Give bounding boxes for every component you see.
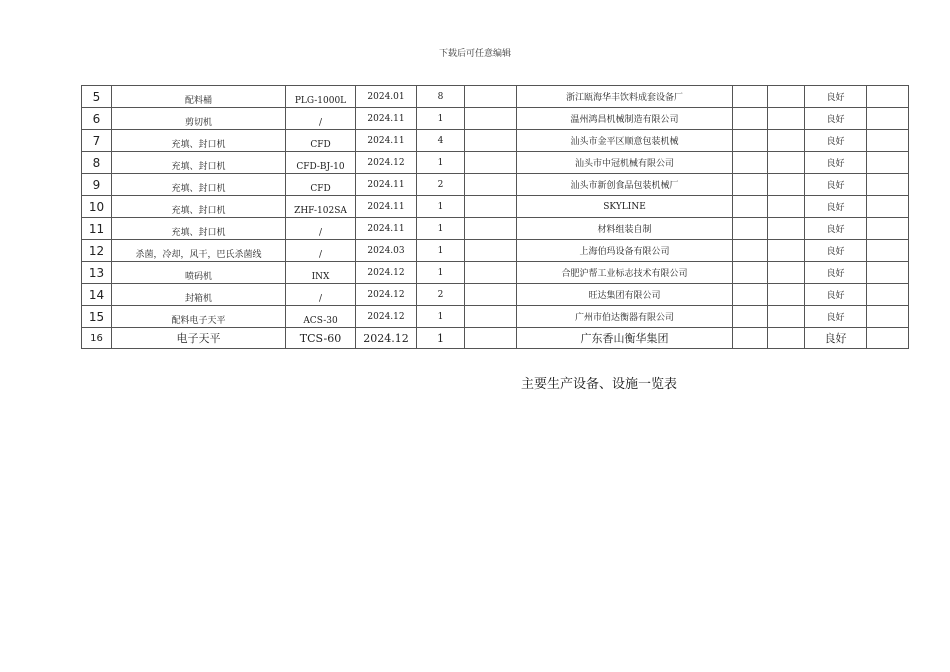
table-row [82, 130, 909, 152]
manufacturer: 温州鸿昌机械制造有限公司 [517, 108, 733, 130]
table-body [82, 86, 909, 349]
equipment-model: CFD [286, 174, 356, 196]
empty-cell [733, 240, 768, 262]
condition: 良好 [805, 328, 867, 349]
empty-cell [768, 240, 805, 262]
manufacturer: SKYLINE [517, 196, 733, 218]
empty-cell [733, 196, 768, 218]
empty-cell [768, 306, 805, 328]
condition: 良好 [805, 86, 867, 108]
row-number: 7 [82, 130, 112, 152]
table-row [82, 328, 909, 349]
empty-cell [733, 328, 768, 349]
condition: 良好 [805, 284, 867, 306]
empty-cell [768, 152, 805, 174]
empty-cell [465, 108, 517, 130]
quantity: 1 [417, 196, 465, 218]
equipment-name: 杀菌，冷却，风干，巴氏杀菌线 [112, 240, 286, 262]
equipment-model: CFD [286, 130, 356, 152]
manufacturer: 广东香山衡华集团 [517, 328, 733, 349]
equipment-model: / [286, 284, 356, 306]
condition: 良好 [805, 152, 867, 174]
quantity: 1 [417, 152, 465, 174]
equipment-model: PLG-1000L [286, 86, 356, 108]
empty-cell [733, 306, 768, 328]
empty-cell [768, 130, 805, 152]
table-row [82, 218, 909, 240]
manufacturer: 汕头市金平区顺意包装机械 [517, 130, 733, 152]
equipment-name: 充填、封口机 [112, 130, 286, 152]
equipment-name: 充填、封口机 [112, 152, 286, 174]
empty-cell [867, 262, 909, 284]
empty-cell [465, 130, 517, 152]
row-number: 9 [82, 174, 112, 196]
quantity: 4 [417, 130, 465, 152]
equipment-table [81, 85, 909, 349]
purchase-date: 2024.11 [356, 196, 417, 218]
condition: 良好 [805, 306, 867, 328]
table-caption: 主要生产设备、设施一览表 [521, 377, 678, 392]
row-number: 13 [82, 262, 112, 284]
equipment-model: INX [286, 262, 356, 284]
equipment-model: / [286, 240, 356, 262]
empty-cell [867, 174, 909, 196]
equipment-model: ZHF-102SA [286, 196, 356, 218]
equipment-name: 剪切机 [112, 108, 286, 130]
quantity: 1 [417, 240, 465, 262]
table-row [82, 240, 909, 262]
quantity: 1 [417, 262, 465, 284]
empty-cell [733, 284, 768, 306]
empty-cell [867, 328, 909, 349]
empty-cell [465, 86, 517, 108]
purchase-date: 2024.12 [356, 262, 417, 284]
condition: 良好 [805, 240, 867, 262]
empty-cell [733, 86, 768, 108]
row-number: 11 [82, 218, 112, 240]
table-row [82, 174, 909, 196]
empty-cell [768, 284, 805, 306]
row-number: 5 [82, 86, 112, 108]
equipment-name: 充填、封口机 [112, 196, 286, 218]
equipment-model: CFD-BJ-10 [286, 152, 356, 174]
empty-cell [465, 328, 517, 349]
quantity: 1 [417, 218, 465, 240]
row-number: 14 [82, 284, 112, 306]
equipment-model: / [286, 218, 356, 240]
purchase-date: 2024.11 [356, 108, 417, 130]
manufacturer: 上海伯玛设备有限公司 [517, 240, 733, 262]
purchase-date: 2024.01 [356, 86, 417, 108]
manufacturer: 汕头市新创食品包装机械厂 [517, 174, 733, 196]
manufacturer: 合肥沪帮工业标志技术有限公司 [517, 262, 733, 284]
row-number: 15 [82, 306, 112, 328]
empty-cell [867, 152, 909, 174]
manufacturer: 旺达集团有限公司 [517, 284, 733, 306]
table-row [82, 196, 909, 218]
empty-cell [465, 218, 517, 240]
empty-cell [465, 262, 517, 284]
empty-cell [768, 262, 805, 284]
row-number: 12 [82, 240, 112, 262]
purchase-date: 2024.11 [356, 218, 417, 240]
empty-cell [768, 328, 805, 349]
condition: 良好 [805, 262, 867, 284]
manufacturer: 材料组装自制 [517, 218, 733, 240]
equipment-model: ACS-30 [286, 306, 356, 328]
empty-cell [768, 86, 805, 108]
equipment-name: 配料桶 [112, 86, 286, 108]
empty-cell [733, 262, 768, 284]
purchase-date: 2024.12 [356, 306, 417, 328]
condition: 良好 [805, 130, 867, 152]
manufacturer: 浙江瓯海华丰饮料成套设备厂 [517, 86, 733, 108]
purchase-date: 2024.03 [356, 240, 417, 262]
row-number: 16 [82, 328, 112, 349]
quantity: 1 [417, 108, 465, 130]
empty-cell [867, 130, 909, 152]
empty-cell [768, 218, 805, 240]
equipment-model: TCS-60 [286, 328, 356, 349]
empty-cell [867, 240, 909, 262]
purchase-date: 2024.12 [356, 284, 417, 306]
condition: 良好 [805, 196, 867, 218]
header-note: 下载后可任意编辑 [438, 49, 511, 59]
empty-cell [465, 240, 517, 262]
empty-cell [867, 86, 909, 108]
empty-cell [465, 306, 517, 328]
empty-cell [768, 196, 805, 218]
quantity: 2 [417, 284, 465, 306]
equipment-name: 喷码机 [112, 262, 286, 284]
empty-cell [465, 284, 517, 306]
table-row [82, 262, 909, 284]
equipment-model: / [286, 108, 356, 130]
equipment-name: 配料电子天平 [112, 306, 286, 328]
empty-cell [768, 174, 805, 196]
condition: 良好 [805, 174, 867, 196]
empty-cell [465, 196, 517, 218]
empty-cell [867, 108, 909, 130]
table-row [82, 284, 909, 306]
purchase-date: 2024.11 [356, 130, 417, 152]
empty-cell [768, 108, 805, 130]
empty-cell [733, 174, 768, 196]
empty-cell [867, 196, 909, 218]
purchase-date: 2024.12 [356, 152, 417, 174]
equipment-name: 充填、封口机 [112, 174, 286, 196]
table-row [82, 86, 909, 108]
empty-cell [465, 174, 517, 196]
condition: 良好 [805, 108, 867, 130]
quantity: 2 [417, 174, 465, 196]
table-row [82, 306, 909, 328]
empty-cell [867, 284, 909, 306]
quantity: 1 [417, 306, 465, 328]
empty-cell [733, 108, 768, 130]
row-number: 6 [82, 108, 112, 130]
manufacturer: 广州市伯达衡器有限公司 [517, 306, 733, 328]
table-row [82, 108, 909, 130]
row-number: 8 [82, 152, 112, 174]
purchase-date: 2024.12 [356, 328, 417, 349]
condition: 良好 [805, 218, 867, 240]
empty-cell [733, 152, 768, 174]
empty-cell [465, 152, 517, 174]
quantity: 8 [417, 86, 465, 108]
quantity: 1 [417, 328, 465, 349]
empty-cell [733, 218, 768, 240]
purchase-date: 2024.11 [356, 174, 417, 196]
equipment-name: 电子天平 [112, 328, 286, 349]
row-number: 10 [82, 196, 112, 218]
equipment-name: 封箱机 [112, 284, 286, 306]
empty-cell [733, 130, 768, 152]
table-row [82, 152, 909, 174]
equipment-name: 充填、封口机 [112, 218, 286, 240]
manufacturer: 汕头市中冠机械有限公司 [517, 152, 733, 174]
empty-cell [867, 306, 909, 328]
empty-cell [867, 218, 909, 240]
